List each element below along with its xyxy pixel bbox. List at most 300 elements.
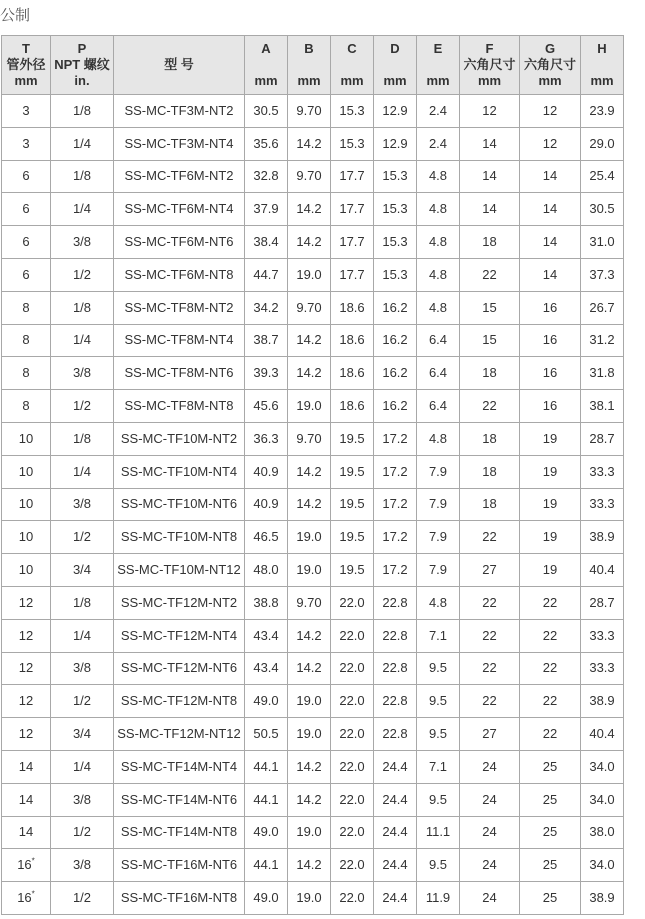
cell-value: 14 [482,135,497,151]
cell-value: 38.0 [589,824,615,840]
table-cell [581,849,624,882]
cell-value: 34.2 [253,299,279,315]
table-row [2,455,624,488]
cell-value: 24.4 [382,791,408,807]
cell-value: 22.8 [382,594,408,610]
cell-value: 40.4 [589,562,615,578]
table-row [2,750,624,783]
cell-value: 14.2 [296,365,322,381]
table-cell [2,258,51,291]
table-cell [520,357,581,390]
cell-value: SS-MC-TF14M-NT4 [120,758,238,774]
table-cell [331,619,374,652]
cell-value: 3/8 [72,857,92,873]
table-cell [331,554,374,587]
column-header-line: D [390,41,400,56]
column-header-e [417,36,460,95]
cell-value: 3/4 [72,562,92,578]
table-cell [520,455,581,488]
cell-value: 17.2 [382,463,408,479]
table-cell [417,291,460,324]
cell-value: 8 [22,365,30,381]
table-cell [288,422,331,455]
column-header-line: P [77,41,87,56]
cell-value: SS-MC-TF6M-NT2 [124,168,234,184]
cell-value: 16 [542,299,558,315]
cell-value: 19.0 [296,693,322,709]
table-cell [288,258,331,291]
cell-value: 16.2 [382,332,408,348]
table-cell [51,816,114,849]
cell-value: 19 [542,430,558,446]
cell-value: 22 [542,594,558,610]
table-cell [51,718,114,751]
cell-value: 24 [482,824,497,840]
table-cell [520,619,581,652]
column-header-model [114,36,245,95]
footnote-mark: * [31,856,35,866]
cell-value: 28.7 [589,594,615,610]
table-cell [288,586,331,619]
table-cell [2,160,51,193]
cell-value: 1/4 [72,201,92,217]
cell-value: 1/4 [72,463,92,479]
table-cell [114,652,245,685]
cell-value: 15.3 [382,168,408,184]
cell-value: 18 [482,365,497,381]
table-cell [417,357,460,390]
cell-value: 15 [482,332,497,348]
column-header-a [245,36,288,95]
cell-value: 6.4 [428,332,448,348]
cell-value: 4.8 [428,168,448,184]
table-cell [114,488,245,521]
cell-value: 22 [482,529,497,545]
cell-value: 8 [22,332,30,348]
table-cell [581,619,624,652]
cell-value: 37.3 [589,266,615,282]
cell-value: 6.4 [428,365,448,381]
table-cell [417,685,460,718]
table-cell [288,488,331,521]
cell-value: 7.9 [428,562,448,578]
cell-value: 1/2 [72,824,92,840]
table-cell [460,258,520,291]
cell-value: 34.0 [589,857,615,873]
cell-value: 29.0 [589,135,615,151]
table-cell [520,521,581,554]
cell-value: 22 [482,627,497,643]
table-cell [114,554,245,587]
cell-value: 9.5 [428,660,448,676]
table-cell [581,127,624,160]
cell-value: 31.8 [589,365,615,381]
table-cell [581,652,624,685]
column-header-line: T [22,41,30,56]
table-cell [114,193,245,226]
table-cell [417,652,460,685]
table-cell [581,685,624,718]
column-header-line: F [485,41,494,56]
cell-value: 1/2 [72,398,92,414]
cell-value: 14 [542,168,558,184]
table-cell [520,750,581,783]
table-cell [2,455,51,488]
cell-value: 1/8 [72,594,92,610]
cell-value: 4.8 [428,299,448,315]
table-cell [114,619,245,652]
cell-value: 17.2 [382,562,408,578]
cell-value: 12.9 [382,102,408,118]
table-cell [460,849,520,882]
column-header-line: in. [74,73,90,88]
table-cell [288,750,331,783]
table-cell [114,127,245,160]
cell-value: 22 [482,594,497,610]
column-header-line: 型 号 [164,57,194,72]
table-cell [51,750,114,783]
cell-value: 38.8 [253,594,279,610]
cell-value: 22 [482,660,497,676]
column-header-line: mm [297,73,321,88]
table-cell [417,95,460,128]
column-header-h [581,36,624,95]
cell-value: 18.6 [339,332,365,348]
table-cell [374,652,417,685]
column-header-line: mm [477,73,502,88]
table-cell [51,652,114,685]
table-cell [520,652,581,685]
column-header-line [374,57,416,73]
cell-value: 17.7 [339,201,365,217]
cell-value: SS-MC-TF3M-NT2 [124,102,234,118]
cell-value: 50.5 [253,726,279,742]
table-cell [114,95,245,128]
table-cell [245,783,288,816]
cell-value: 6 [22,201,30,217]
table-cell [288,652,331,685]
table-cell [331,816,374,849]
column-header-line: mm [538,73,562,88]
table-cell [331,127,374,160]
cell-value: SS-MC-TF12M-NT6 [120,660,238,676]
table-cell [581,488,624,521]
table-cell [114,586,245,619]
table-cell [51,882,114,915]
table-cell [245,488,288,521]
column-header-line: A [261,41,271,56]
table-cell [2,619,51,652]
table-cell [331,160,374,193]
cell-value: 12 [18,693,34,709]
table-row [2,816,624,849]
cell-value: 18.6 [339,398,365,414]
cell-value: 12 [482,102,497,118]
table-row [2,488,624,521]
table-cell [331,521,374,554]
table-cell [417,750,460,783]
table-cell [51,783,114,816]
cell-value: 14.2 [296,496,322,512]
table-cell [288,324,331,357]
cell-value: 19.0 [296,398,322,414]
cell-value: 25 [542,758,558,774]
cell-value: 25 [542,857,558,873]
table-cell [460,357,520,390]
cell-value: 33.3 [589,463,615,479]
table-row [2,619,624,652]
table-cell [460,455,520,488]
cell-value: 19.5 [339,529,365,545]
cell-value: 10 [18,463,34,479]
cell-value: 19.0 [296,562,322,578]
table-cell [245,521,288,554]
table-row [2,652,624,685]
cell-value: 22.0 [339,791,365,807]
column-header-line: 六角尺寸 [463,57,516,72]
table-cell [417,849,460,882]
cell-value: 16 [542,398,558,414]
column-header-line: mm [426,73,450,88]
table-cell [245,586,288,619]
table-cell [51,357,114,390]
cell-value: SS-MC-TF16M-NT8 [120,890,238,906]
cell-value: 44.1 [253,758,279,774]
cell-value: 49.0 [253,890,279,906]
cell-value: 7.9 [428,529,448,545]
table-cell [245,422,288,455]
table-cell [331,226,374,259]
table-cell [114,422,245,455]
cell-value: 17.2 [382,529,408,545]
column-header-line: mm [340,73,364,88]
table-cell [520,193,581,226]
table-cell [374,586,417,619]
table-cell [374,160,417,193]
table-cell [520,291,581,324]
cell-value: 18 [482,496,497,512]
table-cell [460,95,520,128]
cell-value: 3 [22,102,30,118]
table-cell [374,554,417,587]
cell-value: SS-MC-TF6M-NT8 [124,266,234,282]
table-cell [114,521,245,554]
table-cell [581,554,624,587]
cell-value: SS-MC-TF10M-NT2 [120,430,238,446]
table-cell [581,160,624,193]
cell-value: 14.2 [296,234,322,250]
table-cell [520,554,581,587]
table-cell [460,193,520,226]
cell-value: 9.70 [296,168,322,184]
cell-value: 23.9 [589,102,615,118]
cell-value: 22.0 [339,594,365,610]
table-cell [51,849,114,882]
cell-value: 19 [542,529,558,545]
table-cell [520,685,581,718]
table-row [2,521,624,554]
table-cell [417,226,460,259]
cell-value: 17.2 [382,430,408,446]
cell-value: 24 [482,890,497,906]
cell-value: 26.7 [589,299,615,315]
table-cell [520,324,581,357]
cell-value: 24.4 [382,758,408,774]
cell-value: 24.4 [382,824,408,840]
table-cell [460,324,520,357]
column-header-line: H [597,41,607,56]
table-cell [2,390,51,423]
cell-value: 22.0 [339,758,365,774]
table-cell [581,882,624,915]
cell-value: 14.2 [296,627,322,643]
table-cell [288,390,331,423]
table-cell [51,160,114,193]
table-cell [51,95,114,128]
column-header-line: C [347,41,357,56]
table-cell [460,586,520,619]
table-cell [245,193,288,226]
table-cell [331,849,374,882]
cell-value: 1/8 [72,168,92,184]
table-cell [520,882,581,915]
cell-value: 25 [542,824,558,840]
column-header-line: B [304,41,314,56]
cell-value: 43.4 [253,627,279,643]
table-cell [374,750,417,783]
column-header-t [2,36,51,95]
cell-value: 1/4 [72,135,92,151]
table-cell [581,718,624,751]
table-cell [114,455,245,488]
cell-value: 1/4 [72,758,92,774]
cell-value: SS-MC-TF8M-NT6 [124,365,234,381]
table-cell [331,390,374,423]
cell-value: 49.0 [253,693,279,709]
cell-value: 40.4 [589,726,615,742]
cell-value: SS-MC-TF6M-NT4 [124,201,234,217]
cell-value: 17.7 [339,168,365,184]
table-cell [2,586,51,619]
table-cell [520,783,581,816]
table-cell [245,882,288,915]
table-cell [581,95,624,128]
cell-value: SS-MC-TF14M-NT8 [120,824,238,840]
table-cell [288,455,331,488]
table-cell [374,357,417,390]
table-cell [581,324,624,357]
table-cell [245,685,288,718]
table-row [2,324,624,357]
cell-value: 16 [17,857,32,873]
table-cell [245,718,288,751]
cell-value: 3 [22,135,30,151]
table-cell [520,127,581,160]
table-cell [417,160,460,193]
column-header-d [374,36,417,95]
table-cell [114,685,245,718]
cell-value: 14.2 [296,660,322,676]
cell-value: 40.9 [253,463,279,479]
cell-value: 17.7 [339,234,365,250]
table-row [2,127,624,160]
table-cell [114,882,245,915]
cell-value: 14.2 [296,758,322,774]
table-cell [331,685,374,718]
cell-value: 7.1 [428,627,448,643]
cell-value: 12 [18,594,34,610]
table-cell [245,357,288,390]
table-row [2,718,624,751]
cell-value: 17.7 [339,266,365,282]
cell-value: 10 [18,562,34,578]
cell-value: 27 [482,562,497,578]
table-cell [288,357,331,390]
table-cell [288,554,331,587]
table-cell [51,586,114,619]
table-cell [245,324,288,357]
cell-value: 18 [482,430,497,446]
table-cell [520,390,581,423]
cell-value: 27 [482,726,497,742]
column-header-p [51,36,114,95]
cell-value: 14 [18,758,34,774]
cell-value: SS-MC-TF8M-NT8 [124,398,234,414]
cell-value: 18.6 [339,299,365,315]
cell-value: 14 [18,824,34,840]
cell-value: 43.4 [253,660,279,676]
cell-value: 45.6 [253,398,279,414]
table-cell [417,554,460,587]
table-cell [581,586,624,619]
table-cell [374,882,417,915]
table-row [2,95,624,128]
table-cell [417,718,460,751]
cell-value: 19.5 [339,430,365,446]
table-cell [114,258,245,291]
cell-value: 24 [482,857,497,873]
table-cell [288,619,331,652]
cell-value: 22.0 [339,726,365,742]
cell-value: 1/8 [72,430,92,446]
cell-value: 16 [542,332,558,348]
cell-value: 36.3 [253,430,279,446]
table-cell [2,750,51,783]
cell-value: 10 [18,529,34,545]
table-cell [581,291,624,324]
cell-value: 22.0 [339,693,365,709]
spec-table [1,35,624,915]
cell-value: 34.0 [589,791,615,807]
table-cell [114,390,245,423]
cell-value: 14.2 [296,332,322,348]
cell-value: 1/4 [72,627,92,643]
column-header-line: NPT 螺纹 [54,57,110,72]
footnote-mark: * [31,889,35,899]
cell-value: 2.4 [428,135,448,151]
table-cell [114,160,245,193]
cell-value: 35.6 [253,135,279,151]
cell-value: 44.1 [253,857,279,873]
table-cell [245,849,288,882]
cell-value: 39.3 [253,365,279,381]
table-cell [245,160,288,193]
cell-value: 33.3 [589,496,615,512]
table-cell [245,816,288,849]
table-cell [331,95,374,128]
table-cell [417,390,460,423]
cell-value: 19 [542,562,558,578]
